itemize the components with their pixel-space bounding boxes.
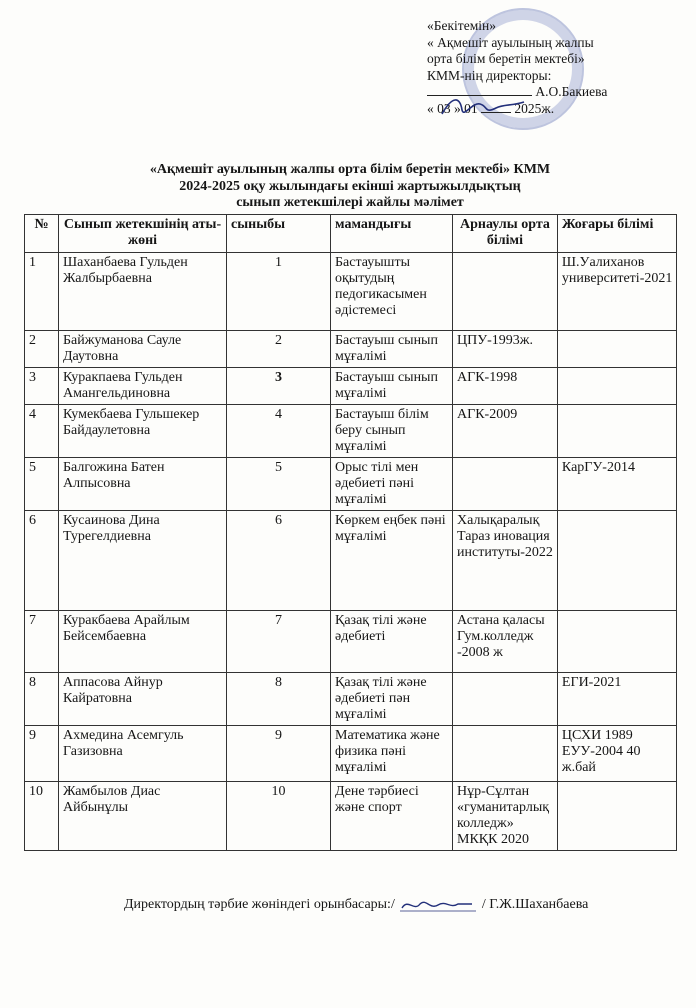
cell-higher-education: КарГУ-2014 xyxy=(557,458,676,511)
cell-specialty: Бастауыш білім беру сынып мұғалімі xyxy=(331,405,453,458)
approval-line-3: орта білім беретін мектебі» xyxy=(427,51,585,66)
cell-specialty: Қазақ тілі және әдебиеті xyxy=(331,611,453,673)
cell-teacher-name: Кумекбаева Гульшекер Байдаулетовна xyxy=(59,405,227,458)
table-row xyxy=(25,611,677,673)
footer-label: Директордың тәрбие жөніндегі орынбасары:/ xyxy=(124,897,395,913)
cell-secondary-education: АГК-1998 xyxy=(453,368,558,405)
table-header-row xyxy=(25,215,677,253)
cell-secondary-education: ЦПУ-1993ж. xyxy=(453,331,558,368)
document-title xyxy=(100,162,600,212)
table-row xyxy=(25,368,677,405)
cell-num: 9 xyxy=(25,726,59,782)
table-row xyxy=(25,511,677,611)
cell-class: 10 xyxy=(227,782,331,851)
cell-secondary-education: Астана қаласы Гум.колледж -2008 ж xyxy=(453,611,558,673)
cell-higher-education xyxy=(557,368,676,405)
cell-specialty: Бастауышты оқытудың педогикасымен әдістемесі xyxy=(331,253,453,331)
cell-teacher-name: Аппасова Айнур Кайратовна xyxy=(59,673,227,726)
cell-num: 2 xyxy=(25,331,59,368)
title-line-3: сынып жетекшілері жайлы мәлімет xyxy=(236,195,464,210)
approval-director-line xyxy=(427,84,657,101)
cell-secondary-education xyxy=(453,726,558,782)
cell-teacher-name: Байжуманова Сауле Даутовна xyxy=(59,331,227,368)
cell-num: 5 xyxy=(25,458,59,511)
cell-num: 3 xyxy=(25,368,59,405)
table-row xyxy=(25,253,677,331)
table-row xyxy=(25,782,677,851)
cell-num: 10 xyxy=(25,782,59,851)
cell-specialty: Бастауыш сынып мұғалімі xyxy=(331,368,453,405)
cell-teacher-name: Жамбылов Диас Айбынұлы xyxy=(59,782,227,851)
title-line-2: 2024-2025 оқу жылындағы екінші жартыжылдықтың xyxy=(179,178,521,194)
approval-line-2: « Ақмешіт ауылының жалпы xyxy=(427,34,594,50)
cell-specialty: Көркем еңбек пәні мұғалімі xyxy=(331,511,453,611)
cell-specialty: Математика және физика пәні мұғалімі xyxy=(331,726,453,782)
title-line-1: «Ақмешіт ауылының жалпы орта білім беретін мектебі» КММ xyxy=(149,162,551,177)
class-teachers-table xyxy=(24,214,677,851)
cell-num: 1 xyxy=(25,253,59,331)
director-name: А.О.Бакиева xyxy=(535,84,608,99)
cell-secondary-education: Халықаралық Тараз иновация институты-2022 xyxy=(453,511,558,611)
cell-secondary-education xyxy=(453,458,558,511)
table-row xyxy=(25,726,677,782)
header-class: сыныбы xyxy=(227,215,331,253)
cell-higher-education: ЕГИ-2021 xyxy=(557,673,676,726)
cell-num: 8 xyxy=(25,673,59,726)
cell-num: 4 xyxy=(25,405,59,458)
approval-line-4: КММ-нің директоры: xyxy=(427,67,552,83)
cell-class: 4 xyxy=(227,405,331,458)
cell-higher-education xyxy=(557,511,676,611)
cell-class: 5 xyxy=(227,458,331,511)
cell-class: 1 xyxy=(227,253,331,331)
cell-secondary-education: Нұр-Сұлтан «гуманитарлық колледж» МКҚК 2020 xyxy=(453,782,558,851)
cell-class: 9 xyxy=(227,726,331,782)
approval-date: « 03 » 01 xyxy=(427,100,478,116)
cell-higher-education xyxy=(557,405,676,458)
header-secondary: Арнаулы орта білімі xyxy=(453,215,558,253)
cell-num: 6 xyxy=(25,511,59,611)
header-name: Сынып жетекшінің аты-жөні xyxy=(59,215,227,253)
cell-teacher-name: Куракбаева Арайлым Бейсембаевна xyxy=(59,611,227,673)
header-num: № xyxy=(25,215,59,253)
cell-teacher-name: Куракпаева Гульден Амангельдиновна xyxy=(59,368,227,405)
cell-class: 6 xyxy=(227,511,331,611)
approval-date-line xyxy=(427,101,657,118)
cell-specialty: Қазақ тілі және әдебиеті пән мұғалімі xyxy=(331,673,453,726)
header-specialty: мамандығы xyxy=(331,215,453,253)
cell-teacher-name: Шаханбаева Гульден Жалбырбаевна xyxy=(59,253,227,331)
cell-higher-education xyxy=(557,611,676,673)
approval-line-1: «Бекітемін» xyxy=(427,18,496,33)
cell-specialty: Бастауыш сынып мұғалімі xyxy=(331,331,453,368)
cell-secondary-education xyxy=(453,673,558,726)
cell-class: 7 xyxy=(227,611,331,673)
cell-higher-education: Ш.Уалиханов университеті-2021 xyxy=(557,253,676,331)
table-row xyxy=(25,673,677,726)
table-row xyxy=(25,331,677,368)
cell-specialty: Орыс тілі мен әдебиеті пәні мұғалімі xyxy=(331,458,453,511)
deputy-signature xyxy=(398,896,478,914)
header-higher: Жоғары білімі xyxy=(557,215,676,253)
cell-class: 8 xyxy=(227,673,331,726)
footer-name: / Г.Ж.Шаханбаева xyxy=(481,897,589,913)
cell-specialty: Дене тәрбиесі және спорт xyxy=(331,782,453,851)
cell-teacher-name: Балгожина Батен Алпысовна xyxy=(59,458,227,511)
cell-num: 7 xyxy=(25,611,59,673)
cell-teacher-name: Ахмедина Асемгуль Газизовна xyxy=(59,726,227,782)
approval-block xyxy=(427,18,657,117)
cell-secondary-education xyxy=(453,253,558,331)
footer-signature-line xyxy=(124,896,644,914)
cell-teacher-name: Кусаинова Дина Турегелдиевна xyxy=(59,511,227,611)
cell-higher-education: ЦСХИ 1989 ЕУУ-2004 40 ж.бай xyxy=(557,726,676,782)
table-row xyxy=(25,405,677,458)
cell-class: 2 xyxy=(227,331,331,368)
cell-class: 3 xyxy=(227,368,331,405)
cell-higher-education xyxy=(557,331,676,368)
cell-secondary-education: АГК-2009 xyxy=(453,405,558,458)
approval-year: 2025ж. xyxy=(514,100,555,116)
cell-higher-education xyxy=(557,782,676,851)
table-row xyxy=(25,458,677,511)
